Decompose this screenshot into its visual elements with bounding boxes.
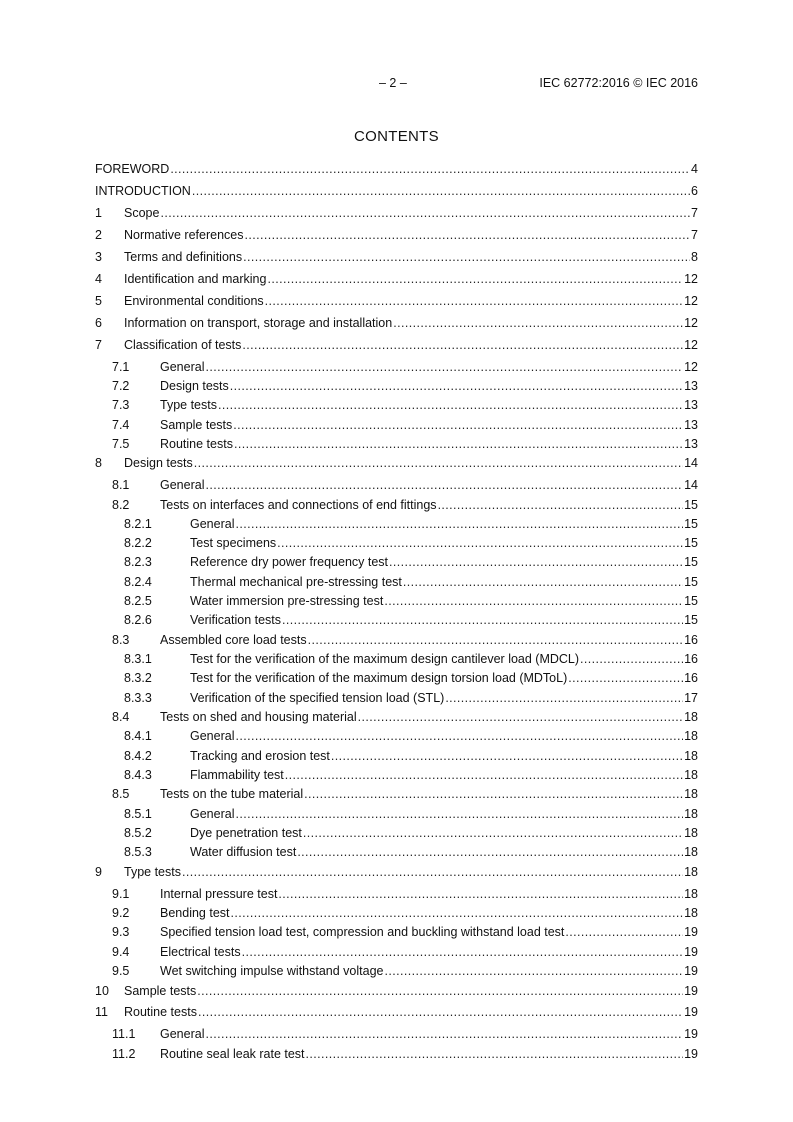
- toc-entry-number: 8.5.1: [124, 807, 152, 821]
- toc-entry-page: 19: [684, 984, 698, 998]
- toc-entry[interactable]: [95, 670, 698, 686]
- toc-entry-number: 10: [95, 984, 109, 998]
- toc-leader-dots: [235, 516, 683, 532]
- toc-entry-page: 15: [684, 536, 698, 550]
- toc-leader-dots: [205, 477, 683, 493]
- toc-entry[interactable]: [95, 864, 698, 880]
- toc-entry[interactable]: [95, 612, 698, 628]
- toc-entry-label: Reference dry power frequency test: [190, 555, 389, 569]
- toc-entry[interactable]: [95, 554, 698, 570]
- toc-leader-dots: [358, 709, 683, 725]
- toc-entry-label: Flammability test: [190, 768, 284, 782]
- toc-entry-number: 9.3: [112, 925, 130, 939]
- toc-entry-number: 8.2.6: [124, 613, 152, 627]
- toc-entry-number: 8.4: [112, 710, 130, 724]
- toc-entry-number: 8.5.3: [124, 845, 152, 859]
- toc-entry[interactable]: [95, 293, 698, 309]
- toc-leader-dots: [331, 748, 683, 764]
- toc-leader-dots: [389, 554, 683, 570]
- toc-entry-page: 12: [684, 294, 698, 308]
- toc-entry[interactable]: [95, 535, 698, 551]
- toc-entry-label: Design tests: [160, 379, 229, 393]
- toc-leader-dots: [194, 455, 683, 471]
- toc-leader-dots: [445, 690, 683, 706]
- toc-entry[interactable]: [95, 455, 698, 471]
- toc-entry-number: 8.2.3: [124, 555, 152, 569]
- toc-entry-number: 8.4.3: [124, 768, 152, 782]
- toc-entry-label: Type tests: [124, 865, 181, 879]
- toc-entry-label: Tracking and erosion test: [190, 749, 330, 763]
- document-id: IEC 62772:2016 © IEC 2016: [539, 76, 698, 90]
- toc-entry[interactable]: [95, 944, 698, 960]
- toc-entry[interactable]: [95, 632, 698, 648]
- toc-entry-number: 8.2: [112, 498, 130, 512]
- toc-leader-dots: [265, 293, 683, 309]
- toc-entry-number: 7.1: [112, 360, 130, 374]
- toc-entry-label: Identification and marking: [124, 272, 267, 286]
- toc-entry-label: Scope: [124, 206, 160, 220]
- toc-entry[interactable]: [95, 183, 698, 199]
- toc-entry-number: 9.1: [112, 887, 130, 901]
- toc-leader-dots: [160, 205, 690, 221]
- toc-entry-number: 5: [95, 294, 102, 308]
- toc-entry-label: Tests on the tube material: [160, 787, 304, 801]
- toc-leader-dots: [278, 886, 683, 902]
- toc-entry[interactable]: [95, 574, 698, 590]
- toc-entry[interactable]: [95, 497, 698, 513]
- toc-entry-page: 18: [684, 887, 698, 901]
- toc-leader-dots: [277, 535, 683, 551]
- toc-leader-dots: [218, 397, 683, 413]
- toc-entry-number: 7.3: [112, 398, 130, 412]
- toc-leader-dots: [285, 767, 683, 783]
- toc-entry-page: 15: [684, 517, 698, 531]
- toc-entry-number: 8.4.1: [124, 729, 152, 743]
- toc-entry-number: 9.5: [112, 964, 130, 978]
- toc-entry-label: General: [190, 807, 235, 821]
- toc-entry-label: General: [160, 1027, 205, 1041]
- toc-entry-number: 7.2: [112, 379, 130, 393]
- toc-entry-label: Dye penetration test: [190, 826, 302, 840]
- toc-leader-dots: [182, 864, 683, 880]
- toc-leader-dots: [568, 670, 683, 686]
- toc-leader-dots: [303, 825, 683, 841]
- toc-entry-number: 8.3.3: [124, 691, 152, 705]
- toc-entry[interactable]: [95, 748, 698, 764]
- toc-entry-page: 15: [684, 575, 698, 589]
- toc-entry[interactable]: [95, 905, 698, 921]
- toc-entry-number: 8: [95, 456, 102, 470]
- toc-entry-page: 16: [684, 633, 698, 647]
- toc-entry[interactable]: [95, 806, 698, 822]
- toc-entry-label: Design tests: [124, 456, 193, 470]
- toc-entry-page: 7: [691, 206, 698, 220]
- toc-entry-number: 9.4: [112, 945, 130, 959]
- toc-entry-page: 18: [684, 710, 698, 724]
- toc-entry-label: Assembled core load tests: [160, 633, 307, 647]
- toc-entry[interactable]: [95, 690, 698, 706]
- toc-entry-label: Electrical tests: [160, 945, 241, 959]
- toc-entry[interactable]: [95, 728, 698, 744]
- toc-entry-page: 6: [691, 184, 698, 198]
- toc-entry-number: 7: [95, 338, 102, 352]
- toc-entry[interactable]: [95, 709, 698, 725]
- toc-entry-page: 15: [684, 594, 698, 608]
- toc-entry[interactable]: [95, 886, 698, 902]
- toc-entry-label: Terms and definitions: [124, 250, 243, 264]
- toc-entry-number: 8.2.4: [124, 575, 152, 589]
- toc-entry[interactable]: [95, 844, 698, 860]
- toc-entry-page: 17: [684, 691, 698, 705]
- toc-entry-page: 12: [684, 360, 698, 374]
- page-title: CONTENTS: [354, 128, 439, 145]
- toc-leader-dots: [231, 905, 684, 921]
- toc-entry-number: 8.1: [112, 478, 130, 492]
- toc-leader-dots: [230, 378, 683, 394]
- toc-entry-label: Classification of tests: [124, 338, 242, 352]
- toc-entry-label: Verification of the specified tension load (STL): [190, 691, 445, 705]
- toc-entry-label: Environmental conditions: [124, 294, 264, 308]
- toc-entry-label: Thermal mechanical pre-stressing test: [190, 575, 402, 589]
- toc-entry[interactable]: [95, 963, 698, 979]
- toc-entry-label: Water diffusion test: [190, 845, 297, 859]
- toc-entry-label: Normative references: [124, 228, 244, 242]
- toc-entry-number: 7.4: [112, 418, 130, 432]
- toc-entry-label: Water immersion pre-stressing test: [190, 594, 384, 608]
- toc-entry-label: Sample tests: [124, 984, 197, 998]
- toc-entry-page: 14: [684, 456, 698, 470]
- toc-entry[interactable]: [95, 786, 698, 802]
- toc-leader-dots: [297, 844, 683, 860]
- toc-entry-page: 19: [684, 1005, 698, 1019]
- toc-leader-dots: [205, 1026, 683, 1042]
- toc-entry-page: 19: [684, 925, 698, 939]
- toc-entry-page: 18: [684, 749, 698, 763]
- toc-leader-dots: [235, 728, 683, 744]
- toc-entry[interactable]: [95, 767, 698, 783]
- toc-entry-page: 13: [684, 418, 698, 432]
- toc-entry[interactable]: [95, 205, 698, 221]
- toc-entry[interactable]: [95, 1046, 698, 1062]
- toc-entry-number: 11: [95, 1005, 108, 1019]
- toc-entry-number: 8.4.2: [124, 749, 152, 763]
- toc-entry[interactable]: [95, 227, 698, 243]
- toc-entry[interactable]: [95, 1004, 698, 1020]
- toc-entry-label: General: [160, 478, 205, 492]
- toc-leader-dots: [242, 337, 683, 353]
- toc-entry-number: 9.2: [112, 906, 130, 920]
- toc-entry-number: 8.3: [112, 633, 130, 647]
- toc-entry-label: Test specimens: [190, 536, 277, 550]
- toc-entry-label: Routine tests: [160, 437, 233, 451]
- toc-entry-number: 3: [95, 250, 102, 264]
- toc-entry-page: 19: [684, 945, 698, 959]
- toc-entry-page: 18: [684, 865, 698, 879]
- toc-entry[interactable]: [95, 651, 698, 667]
- toc-entry[interactable]: [95, 161, 698, 177]
- toc-leader-dots: [580, 651, 683, 667]
- toc-entry-label: Test for the verification of the maximum design torsion load (MDToL): [190, 671, 568, 685]
- toc-leader-dots: [304, 786, 683, 802]
- toc-entry[interactable]: [95, 378, 698, 394]
- toc-entry-page: 4: [691, 162, 698, 176]
- toc-entry[interactable]: [95, 249, 698, 265]
- toc-entry-number: 4: [95, 272, 102, 286]
- toc-entry-number: 11.1: [112, 1027, 136, 1041]
- toc-entry-label: Internal pressure test: [160, 887, 278, 901]
- toc-entry-label: INTRODUCTION: [95, 184, 191, 198]
- toc-leader-dots: [197, 983, 683, 999]
- toc-entry-number: 11.2: [112, 1047, 136, 1061]
- toc-entry-page: 18: [684, 906, 698, 920]
- toc-entry-number: 8.2.2: [124, 536, 152, 550]
- toc-entry-number: 8.3.1: [124, 652, 152, 666]
- toc-entry-page: 12: [684, 272, 698, 286]
- toc-leader-dots: [385, 963, 684, 979]
- toc-entry[interactable]: [95, 516, 698, 532]
- toc-leader-dots: [282, 612, 683, 628]
- toc-entry[interactable]: [95, 315, 698, 331]
- toc-entry[interactable]: [95, 477, 698, 493]
- toc-entry-page: 18: [684, 787, 698, 801]
- toc-entry-number: 8.2.1: [124, 517, 152, 531]
- toc-entry-page: 13: [684, 379, 698, 393]
- toc-entry-label: Sample tests: [160, 418, 233, 432]
- toc-entry-label: Test for the verification of the maximum design cantilever load (MDCL): [190, 652, 580, 666]
- toc-leader-dots: [243, 249, 690, 265]
- toc-entry-label: Bending test: [160, 906, 230, 920]
- toc-entry[interactable]: [95, 436, 698, 452]
- toc-entry[interactable]: [95, 337, 698, 353]
- toc-leader-dots: [242, 944, 684, 960]
- toc-entry-number: 6: [95, 316, 102, 330]
- toc-entry[interactable]: [95, 825, 698, 841]
- toc-entry[interactable]: [95, 417, 698, 433]
- toc-entry-label: General: [190, 729, 235, 743]
- toc-entry-page: 16: [684, 671, 698, 685]
- toc-entry-number: 8.2.5: [124, 594, 152, 608]
- toc-leader-dots: [438, 497, 684, 513]
- toc-entry-page: 13: [684, 398, 698, 412]
- toc-entry-page: 15: [684, 498, 698, 512]
- toc-entry-page: 15: [684, 555, 698, 569]
- toc-entry-page: 19: [684, 1047, 698, 1061]
- toc-entry[interactable]: [95, 924, 698, 940]
- toc-leader-dots: [565, 924, 683, 940]
- toc-entry-page: 18: [684, 768, 698, 782]
- toc-leader-dots: [233, 417, 683, 433]
- toc-leader-dots: [198, 1004, 683, 1020]
- toc-entry-label: Type tests: [160, 398, 217, 412]
- toc-entry-number: 2: [95, 228, 102, 242]
- toc-entry-label: General: [160, 360, 205, 374]
- toc-entry-label: Specified tension load test, compression and buckling withstand load test: [160, 925, 565, 939]
- toc-entry[interactable]: [95, 593, 698, 609]
- page-header: [95, 76, 698, 92]
- toc-entry-page: 18: [684, 729, 698, 743]
- toc-entry-page: 12: [684, 338, 698, 352]
- toc-entry[interactable]: [95, 271, 698, 287]
- toc-entry-page: 13: [684, 437, 698, 451]
- toc-leader-dots: [403, 574, 683, 590]
- toc-entry-label: Wet switching impulse withstand voltage: [160, 964, 384, 978]
- toc-entry-page: 18: [684, 845, 698, 859]
- toc-entry-label: Information on transport, storage and installation: [124, 316, 393, 330]
- toc-entry-page: 18: [684, 807, 698, 821]
- toc-entry-page: 8: [691, 250, 698, 264]
- toc-entry[interactable]: [95, 1026, 698, 1042]
- toc-entry-number: 7.5: [112, 437, 130, 451]
- toc-entry[interactable]: [95, 359, 698, 375]
- toc-leader-dots: [245, 227, 691, 243]
- toc-entry-label: Routine tests: [124, 1005, 197, 1019]
- toc-entry-page: 18: [684, 826, 698, 840]
- toc-entry[interactable]: [95, 983, 698, 999]
- toc-leader-dots: [384, 593, 683, 609]
- toc-leader-dots: [267, 271, 683, 287]
- toc-leader-dots: [234, 436, 683, 452]
- toc-entry-number: 8.5: [112, 787, 130, 801]
- toc-entry-label: FOREWORD: [95, 162, 170, 176]
- toc-leader-dots: [170, 161, 690, 177]
- toc-leader-dots: [235, 806, 683, 822]
- toc-entry-label: Tests on shed and housing material: [160, 710, 357, 724]
- toc-entry-number: 8.3.2: [124, 671, 152, 685]
- toc-entry-label: Verification tests: [190, 613, 282, 627]
- toc-entry-page: 16: [684, 652, 698, 666]
- toc-entry-label: Tests on interfaces and connections of end fittings: [160, 498, 437, 512]
- toc-leader-dots: [192, 183, 690, 199]
- toc-entry-page: 14: [684, 478, 698, 492]
- page-number: – 2 –: [379, 76, 407, 90]
- toc-entry-number: 9: [95, 865, 102, 879]
- toc-leader-dots: [205, 359, 683, 375]
- toc-entry-number: 1: [95, 206, 102, 220]
- toc-entry-page: 19: [684, 964, 698, 978]
- toc-leader-dots: [308, 632, 683, 648]
- toc-entry-page: 19: [684, 1027, 698, 1041]
- toc-entry[interactable]: [95, 397, 698, 413]
- toc-entry-page: 15: [684, 613, 698, 627]
- toc-entry-number: 8.5.2: [124, 826, 152, 840]
- toc-leader-dots: [393, 315, 683, 331]
- toc-entry-page: 12: [684, 316, 698, 330]
- toc-entry-label: General: [190, 517, 235, 531]
- toc-leader-dots: [306, 1046, 684, 1062]
- toc-entry-label: Routine seal leak rate test: [160, 1047, 305, 1061]
- toc-entry-page: 7: [691, 228, 698, 242]
